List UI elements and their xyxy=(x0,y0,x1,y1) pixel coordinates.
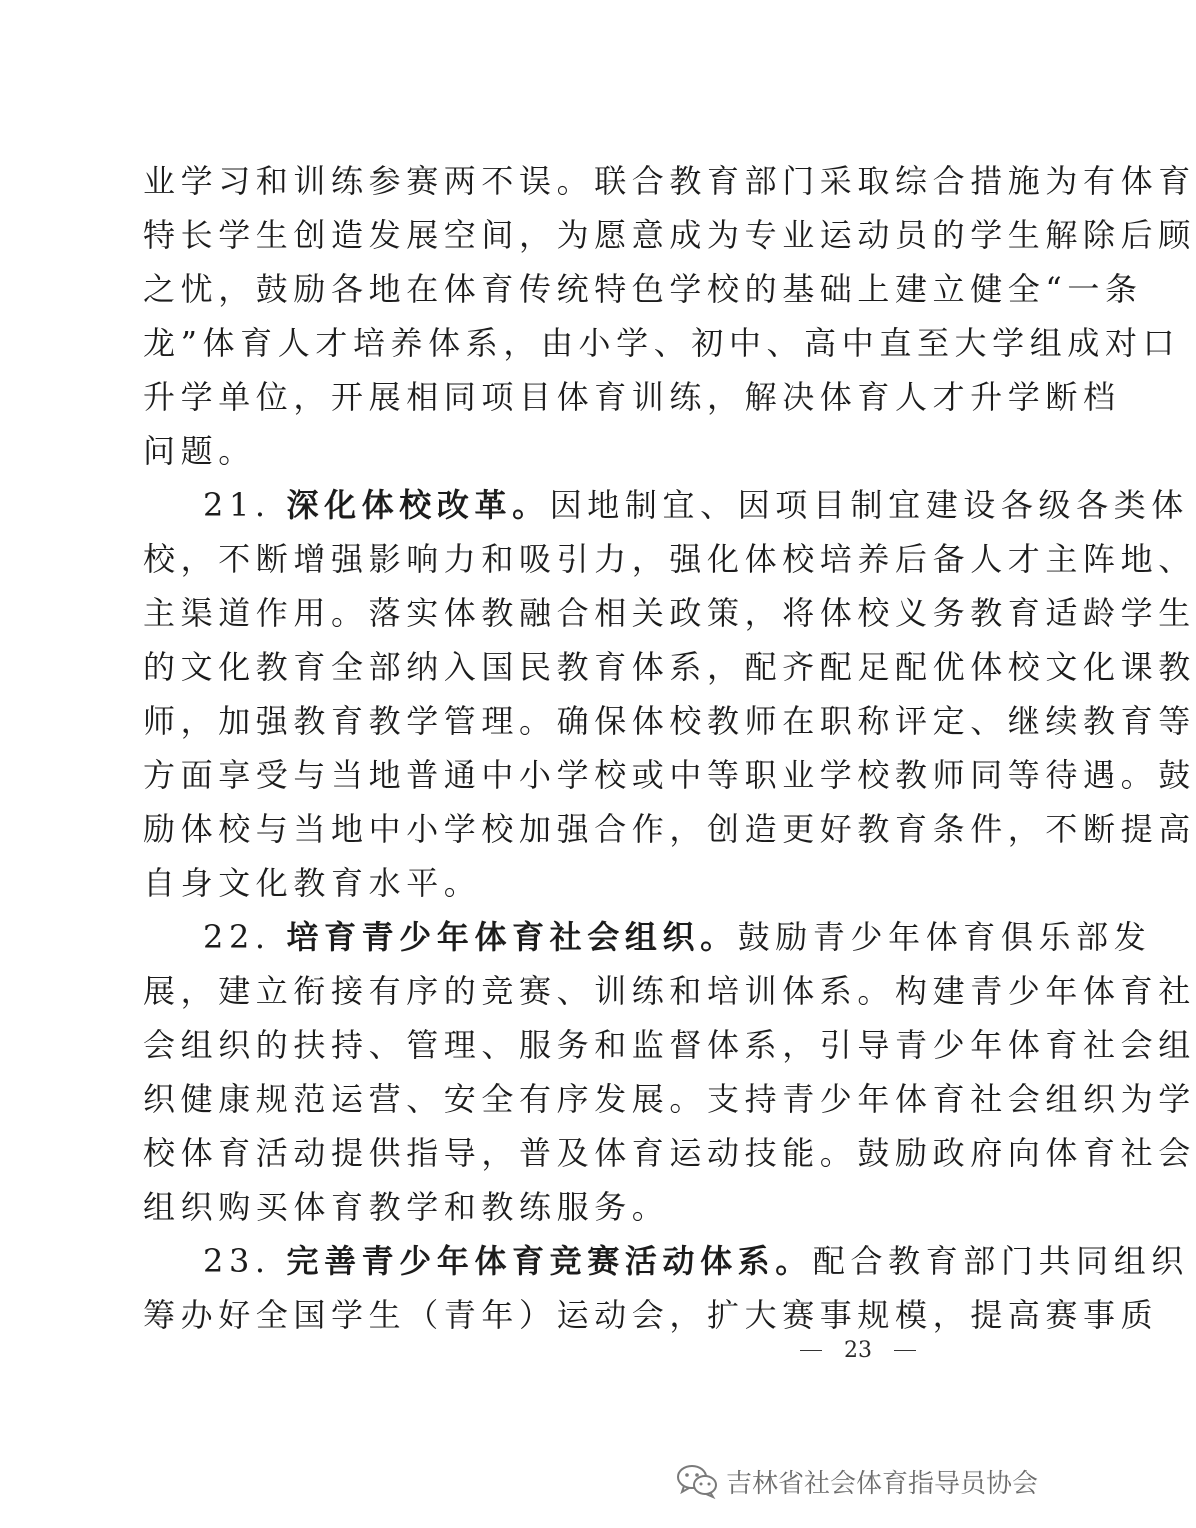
item-21-first-line xyxy=(143,478,1189,532)
item-21-number: 21. xyxy=(203,486,271,524)
text-line: 自身文化教育水平。 xyxy=(143,864,482,902)
text-line: 的文化教育全部纳入国民教育体系，配齐配足配优体校文化课教 xyxy=(143,648,1196,686)
watermark-text: 吉林省社会体育指导员协会 xyxy=(726,1468,1039,1499)
item-21-text: 因地制宜、因项目制宜建设各级各类体 xyxy=(549,486,1189,524)
text-line: 师，加强教育教学管理。确保体校教师在职称评定、继续教育等 xyxy=(143,702,1196,740)
text-line: 展，建立衔接有序的竞赛、训练和培训体系。构建青少年体育社 xyxy=(143,972,1196,1010)
text-line: 筹办好全国学生（青年）运动会，扩大赛事规模，提高赛事质 xyxy=(143,1296,1159,1334)
text-line: 业学习和训练参赛两不误。联合教育部门采取综合措施为有体育 xyxy=(143,162,1196,200)
text-line: 会组织的扶持、管理、服务和监督体系，引导青少年体育社会组 xyxy=(143,1026,1196,1064)
item-22-heading: 培育青少年体育社会组织。 xyxy=(286,918,738,956)
text-line: 校体育活动提供指导，普及体育运动技能。鼓励政府向体育社会 xyxy=(143,1134,1196,1172)
text-line: 龙”体育人才培养体系，由小学、初中、高中直至大学组成对口 xyxy=(143,324,1181,362)
text-line: 校，不断增强影响力和吸引力，强化体校培养后备人才主阵地、 xyxy=(143,540,1196,578)
watermark xyxy=(676,1457,1038,1505)
item-23-text: 配合教育部门共同组织 xyxy=(812,1242,1189,1280)
text-line: 问题。 xyxy=(143,432,256,470)
text-line: 方面享受与当地普通中小学校或中等职业学校教师同等待遇。鼓 xyxy=(143,756,1196,794)
item-23-number: 23. xyxy=(203,1242,271,1280)
page-number xyxy=(800,1333,916,1367)
text-line: 组织购买体育教学和教练服务。 xyxy=(143,1188,670,1226)
text-line: 升学单位，开展相同项目体育训练，解决体育人才升学断档 xyxy=(143,378,1121,416)
item-22-first-line xyxy=(143,910,1152,964)
text-line: 织健康规范运营、安全有序发展。支持青少年体育社会组织为学 xyxy=(143,1080,1196,1118)
text-line: 励体校与当地中小学校加强合作，创造更好教育条件，不断提高 xyxy=(143,810,1196,848)
dash-right xyxy=(894,1350,916,1351)
item-23-heading: 完善青少年体育竞赛活动体系。 xyxy=(286,1242,813,1280)
dash-left xyxy=(800,1350,822,1351)
text-line: 之忧，鼓励各地在体育传统特色学校的基础上建立健全“一条 xyxy=(143,270,1143,308)
body-text xyxy=(143,154,1196,1342)
page-number-value: 23 xyxy=(844,1337,872,1363)
text-line: 主渠道作用。落实体教融合相关政策，将体校义务教育适龄学生 xyxy=(143,594,1196,632)
item-22-text: 鼓励青少年体育俱乐部发 xyxy=(737,918,1152,956)
item-21-heading: 深化体校改革。 xyxy=(286,486,550,524)
item-23-first-line xyxy=(143,1234,1189,1288)
item-22-number: 22. xyxy=(203,918,271,956)
wechat-icon xyxy=(676,1464,718,1498)
text-line: 特长学生创造发展空间，为愿意成为专业运动员的学生解除后顾 xyxy=(143,216,1196,254)
